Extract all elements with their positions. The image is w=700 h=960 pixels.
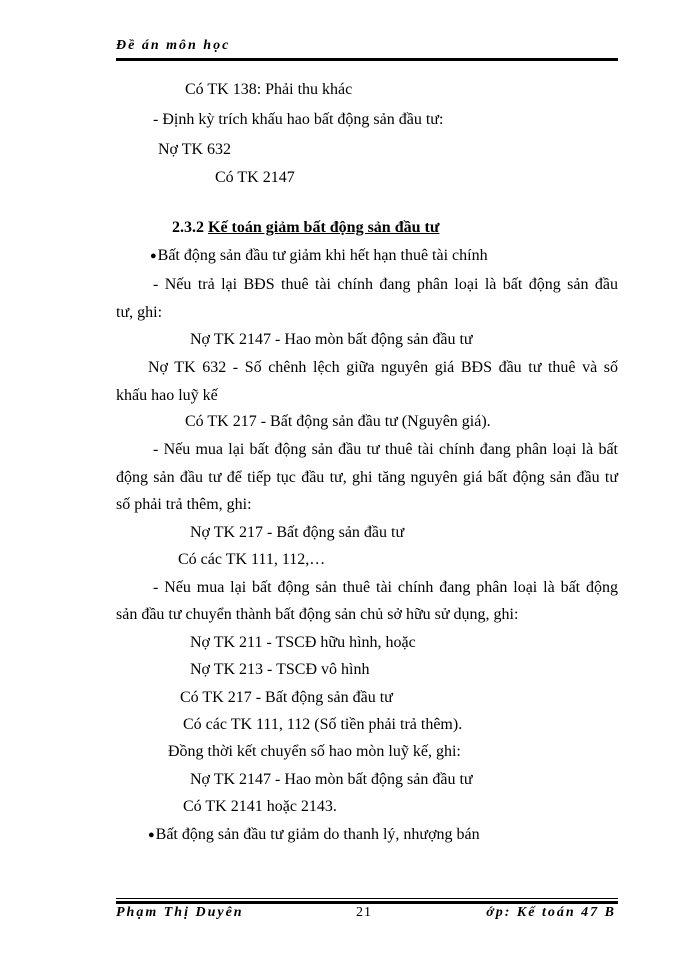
footer-author: Phạm Thị Duyên	[116, 905, 244, 920]
text-line: động sản đầu tư để tiếp tục đầu tư, ghi tăng nguyên giá bất động sản đầu tư	[116, 469, 618, 486]
text-line: Có TK 2147	[215, 169, 295, 186]
text-line: Nợ TK 217 - Bất động sản đầu tư	[190, 524, 405, 541]
text-line: Có các TK 111, 112 (Số tiền phải trả thêm).	[183, 716, 463, 733]
bullet-text: Bất động sản đầu tư giảm khi hết hạn thuê tài chính	[157, 247, 488, 264]
page-number: 21	[356, 905, 372, 920]
footer-rule-thick	[116, 901, 618, 904]
text-line: Có TK 217 - Bất động sản đầu tư (Nguyên giá).	[185, 413, 491, 430]
bullet-text: Bất động sản đầu tư giảm do thanh lý, nhượng bán	[155, 826, 480, 843]
header-title: Đề án môn học	[116, 38, 231, 53]
footer-rule	[116, 898, 618, 899]
text-line: - Nếu mua lại bất động sản thuê tài chính đang phân loại là bất động	[153, 579, 618, 596]
section-heading	[172, 218, 439, 238]
section-number: 2.3.2	[172, 219, 204, 236]
text-line: Có TK 138: Phải thu khác	[185, 81, 353, 98]
text-line: Có TK 217 - Bất động sản đầu tư	[180, 689, 393, 706]
text-line: sản đầu tư chuyển thành bất động sản chủ sở hữu sử dụng, ghi:	[116, 606, 519, 623]
text-line: - Nếu trả lại BĐS thuê tài chính đang phân loại là bất động sản đầu	[153, 276, 618, 293]
text-line: khấu hao luỹ kế	[116, 387, 218, 404]
bullet-icon: ●	[148, 829, 155, 841]
text-line: Có TK 2141 hoặc 2143.	[183, 798, 337, 815]
text-line: Có các TK 111, 112,…	[178, 551, 326, 568]
text-line: Nợ TK 213 - TSCĐ vô hình	[190, 661, 370, 678]
text-line: - Định kỳ trích khấu hao bất động sản đầu tư:	[153, 111, 444, 128]
text-line: số phải trả thêm, ghi:	[116, 496, 252, 513]
text-line: Nợ TK 2147 - Hao mòn bất động sản đầu tư	[190, 771, 473, 788]
text-line: - Nếu mua lại bất động sản đầu tư thuê tài chính đang phân loại là bất	[153, 441, 618, 458]
footer-class: ớp: Kế toán 47 B	[486, 905, 616, 920]
bullet-line	[148, 825, 480, 845]
text-line: Đồng thời kết chuyển số hao mòn luỹ kế, ghi:	[168, 743, 461, 760]
section-title: Kế toán giảm bất động sản đầu tư	[208, 219, 440, 236]
bullet-line	[150, 246, 488, 266]
text-line: Nợ TK 632	[158, 141, 232, 158]
header-rule	[116, 58, 618, 61]
text-line: Nợ TK 632 - Số chênh lệch giữa nguyên giá BĐS đầu tư thuê và số	[148, 359, 618, 376]
text-line: Nợ TK 2147 - Hao mòn bất động sản đầu tư	[190, 331, 473, 348]
text-line: Nợ TK 211 - TSCĐ hữu hình, hoặc	[190, 634, 416, 651]
bullet-icon: ●	[150, 250, 157, 262]
text-line: tư, ghi:	[116, 304, 163, 321]
